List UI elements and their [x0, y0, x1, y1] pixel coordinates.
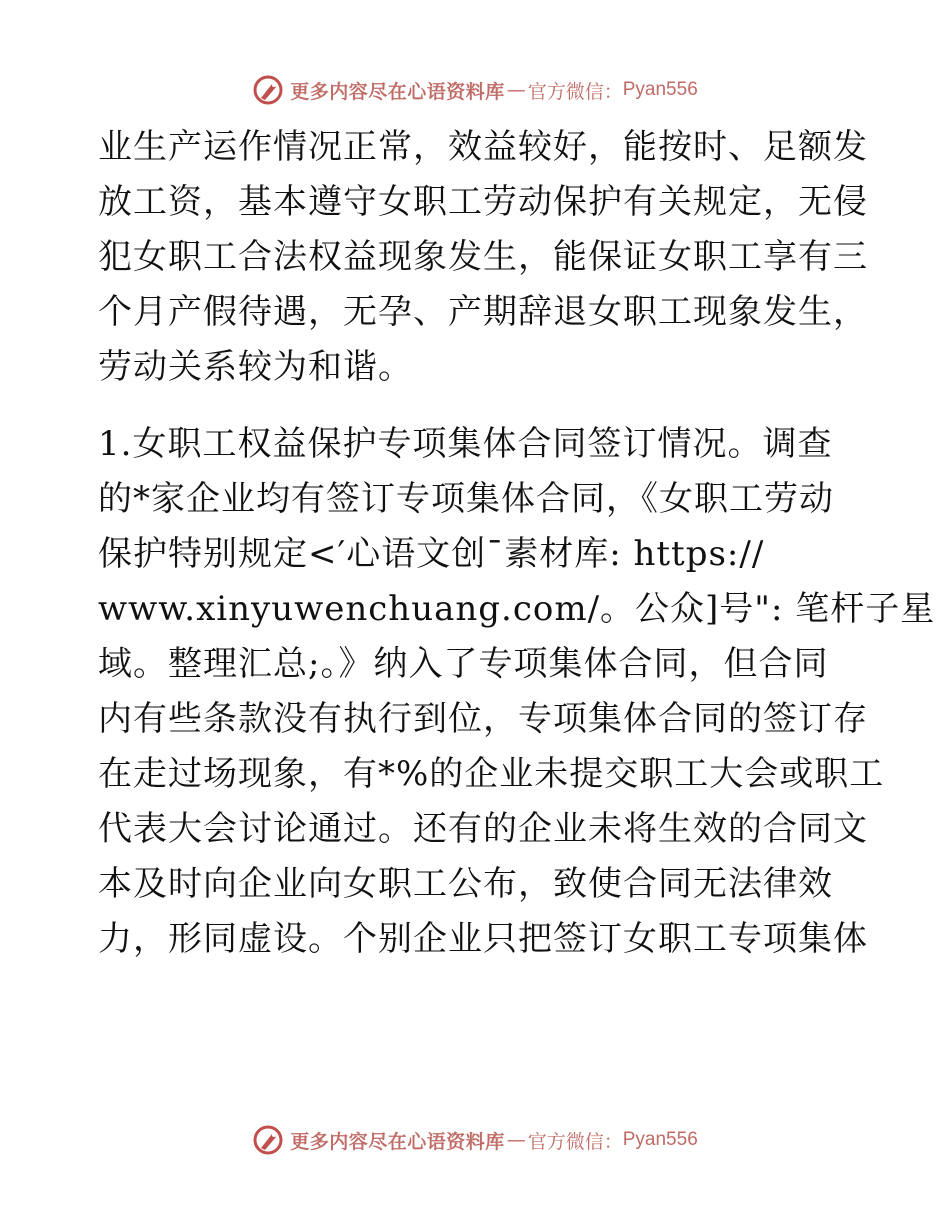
text-line: 的*家企业均有签订专项集体合同，《女职工劳动 [98, 479, 834, 519]
text-line: 在走过场现象，有*%的企业未提交职工大会或职工 [98, 754, 885, 794]
text-line: 1.女职工权益保护专项集体合同签订情况。调查 [98, 424, 833, 464]
paragraph-2 [98, 417, 936, 967]
text-line: 力，形同虚设。个别企业只把签订女职工专项集体 [98, 919, 868, 959]
text-line: 保护特别规定<′心语文创¯素材库: https:// [98, 534, 765, 574]
banner-wechat-label: 官方微信： [527, 80, 623, 103]
text-line: 域。整理汇总;。》纳入了专项集体合同，但合同 [98, 644, 829, 684]
header-banner [0, 70, 950, 110]
text-line: 业生产运作情况正常，效益较好，能按时、足额发 [98, 127, 868, 167]
banner-dash: — [506, 1129, 526, 1151]
banner-main-text: 更多内容尽在心语资料库 [290, 80, 505, 103]
text-line: 代表大会讨论通过。还有的企业未将生效的合同文 [98, 809, 868, 849]
pen-logo-icon [252, 74, 284, 106]
text-line: 劳动关系较为和谐。 [98, 347, 413, 387]
text-line: www.xinyuwenchuang.com/。公众]号": 笔杆子星 [98, 589, 936, 629]
text-line: 个月产假待遇，无孕、产期辞退女职工现象发生， [98, 292, 868, 332]
text-line: 犯女职工合法权益现象发生，能保证女职工享有三 [98, 237, 868, 277]
banner-wechat-id: Pyan556 [622, 79, 698, 100]
footer-banner [0, 1120, 950, 1160]
banner-main-text: 更多内容尽在心语资料库 [290, 1130, 505, 1153]
pen-logo-icon [252, 1124, 284, 1156]
banner-wechat-id: Pyan556 [622, 1129, 698, 1150]
paragraph-1 [98, 120, 868, 395]
text-line: 本及时向企业向女职工公布，致使合同无法律效 [98, 864, 833, 904]
text-line: 内有些条款没有执行到位，专项集体合同的签订存 [98, 699, 868, 739]
text-line: 放工资，基本遵守女职工劳动保护有关规定，无侵 [98, 182, 868, 222]
banner-dash: — [506, 79, 526, 101]
banner-wechat-label: 官方微信： [527, 1130, 623, 1153]
document-body [98, 120, 936, 967]
